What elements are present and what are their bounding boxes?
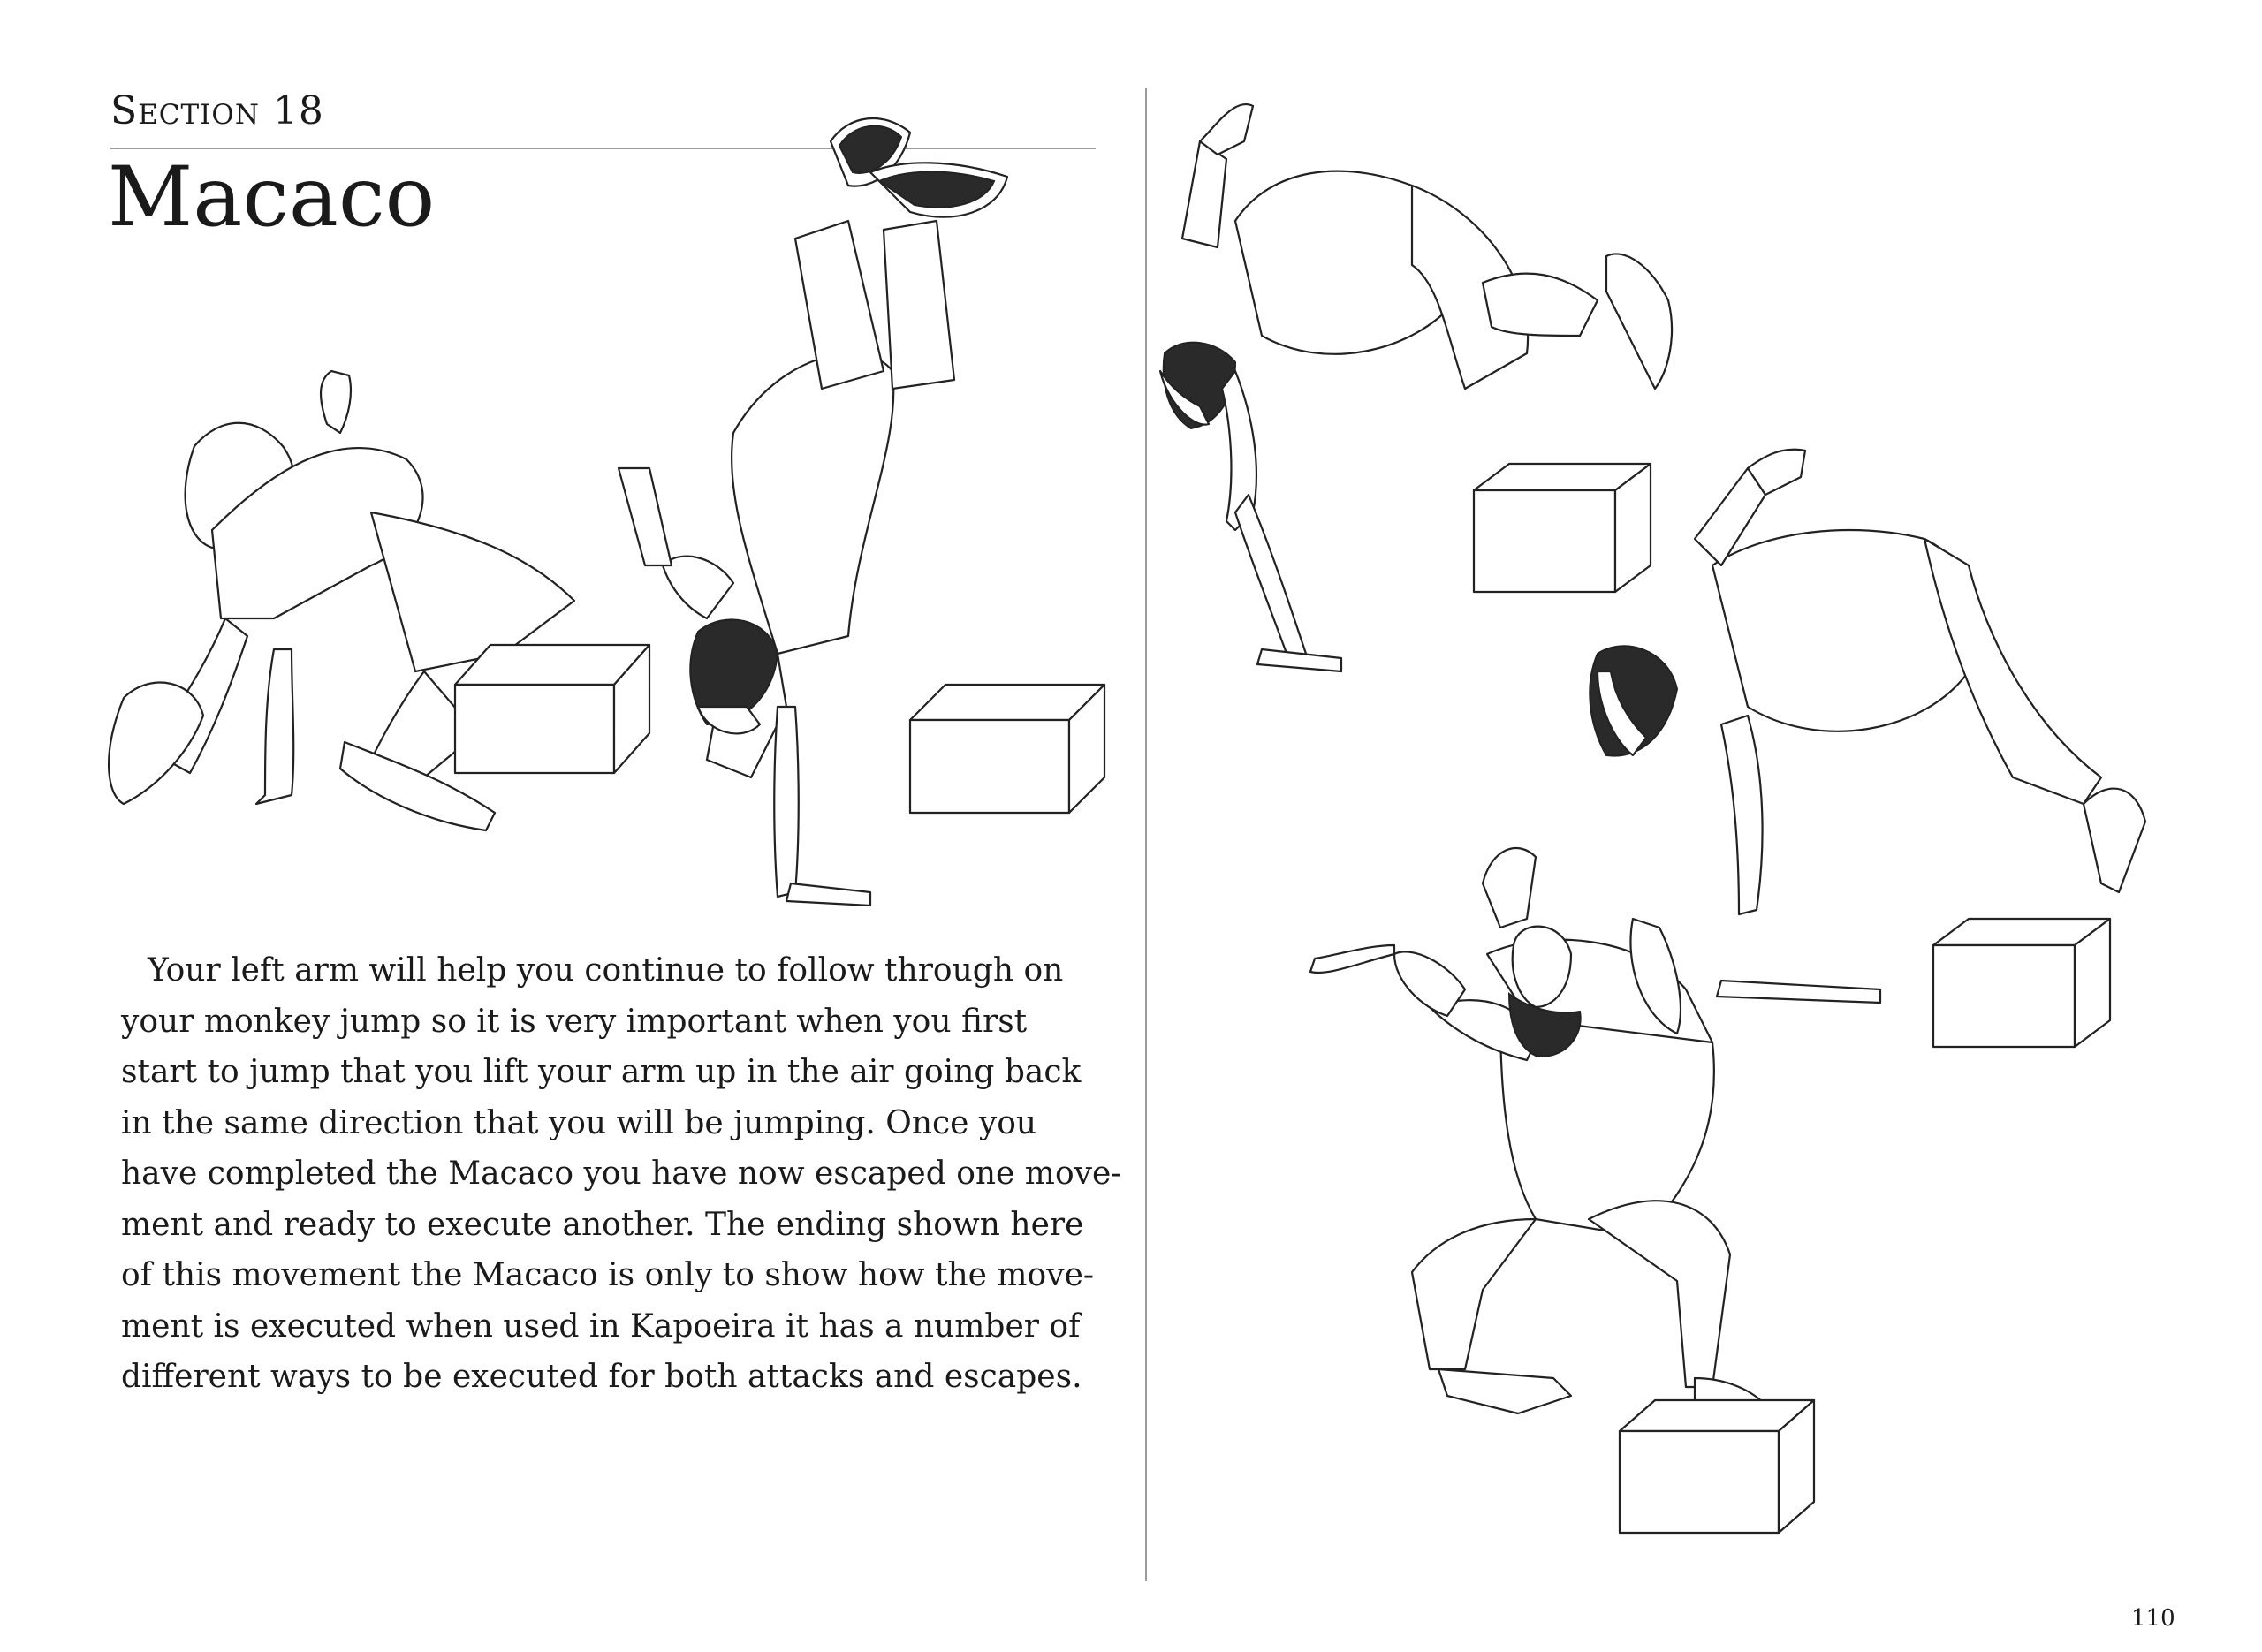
left-illustration bbox=[0, 0, 1144, 928]
paragraph-line: have completed the Macaco you have now escaped one move- bbox=[121, 1156, 1122, 1192]
page-title: Macaco bbox=[108, 149, 436, 246]
box-d bbox=[1933, 919, 2110, 1047]
right-illustration bbox=[1147, 0, 2262, 1652]
box-c bbox=[1474, 464, 1651, 592]
paragraph-line: your monkey jump so it is very important when you first bbox=[121, 1003, 1028, 1040]
paragraph-line: in the same direction that you will be jumping. Once you bbox=[121, 1104, 1037, 1141]
right-page bbox=[1147, 0, 2262, 1652]
body-paragraph bbox=[121, 945, 1122, 1403]
paragraph-line: ment is executed when used in Kapoeira it has a number of bbox=[121, 1307, 1081, 1345]
box-b bbox=[910, 685, 1104, 813]
paragraph-line: Your left arm will help you continue to follow through on bbox=[148, 952, 1064, 989]
figure-landing bbox=[1310, 848, 1765, 1413]
section-label: Section 18 bbox=[110, 88, 324, 133]
paragraph-line: ment and ready to execute another. The ending shown here bbox=[121, 1206, 1084, 1243]
paragraph-line: start to jump that you lift your arm up in the air going back bbox=[121, 1054, 1082, 1090]
box-a bbox=[455, 645, 649, 773]
page-number: 110 bbox=[2131, 1605, 2175, 1632]
paragraph-line: of this movement the Macaco is only to show how the move- bbox=[121, 1257, 1095, 1293]
box-e bbox=[1620, 1400, 1814, 1533]
paragraph-line: different ways to be executed for both attacks and escapes. bbox=[121, 1359, 1082, 1395]
